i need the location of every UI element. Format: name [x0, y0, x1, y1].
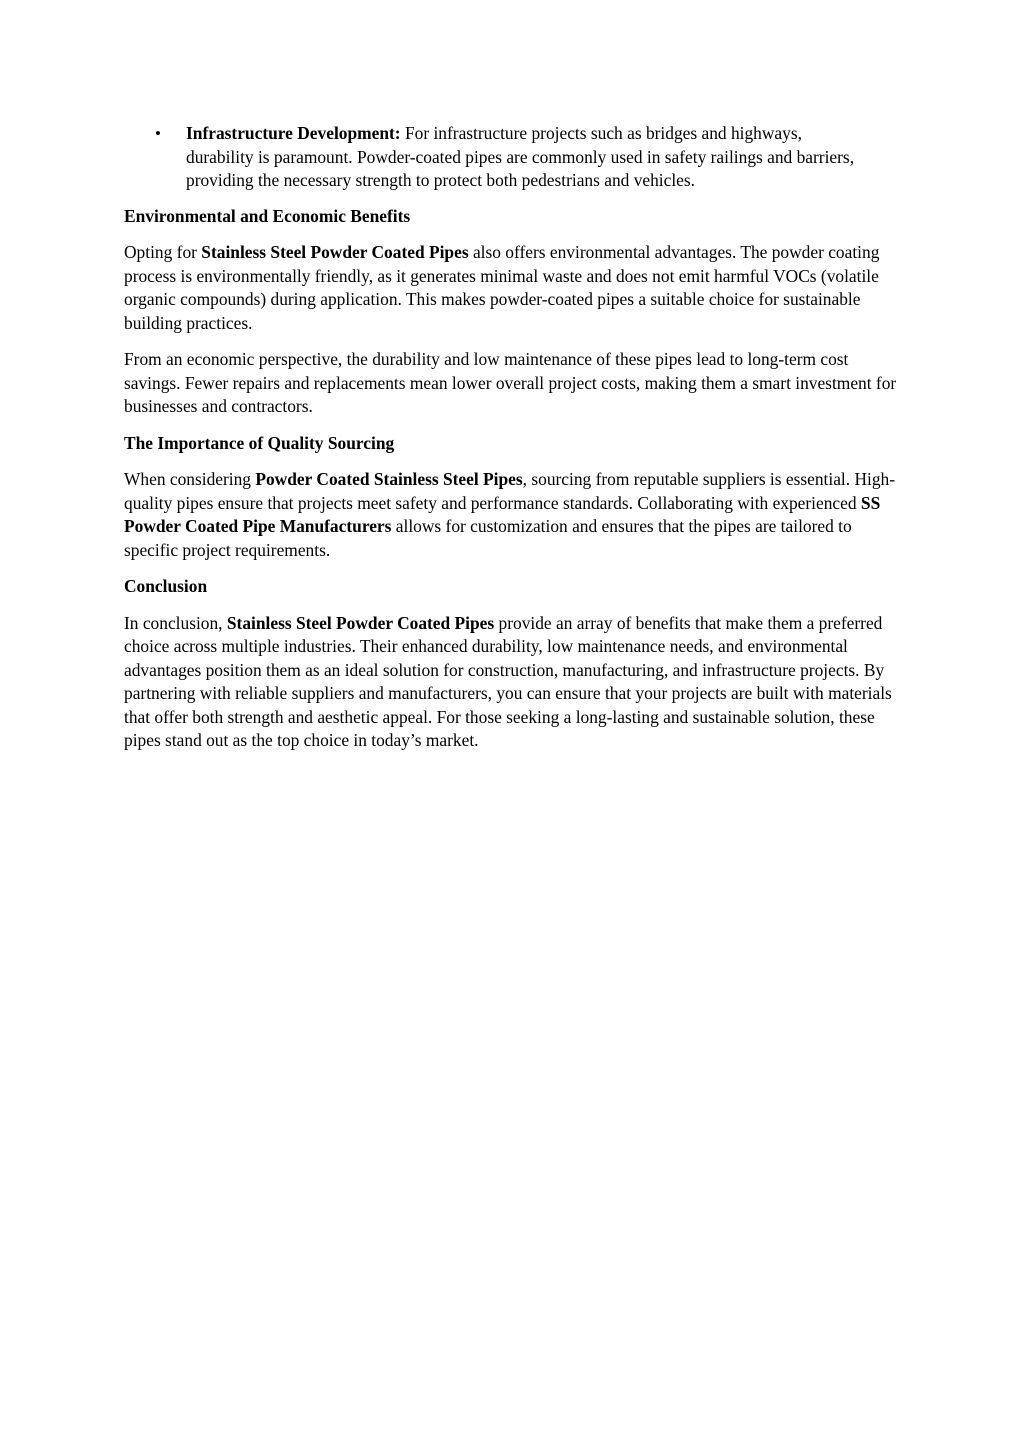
paragraph — [124, 468, 899, 562]
paragraph-text: , sourcing from reputable suppliers is essential. High-quality pipes ensure that projects meet safety and performance standards. Collaborating with experienced — [124, 469, 896, 513]
paragraph-bold-text: Stainless Steel Powder Coated Pipes — [226, 612, 495, 633]
list-item — [124, 122, 899, 193]
section-heading: Conclusion — [124, 576, 208, 596]
bullet-text: For infrastructure projects such as bridges and highways, durability is paramount. Powder-coated pipes are commonly used in safety railings and barriers, providing the necessary strength to protect both pedestrians and vehicles. — [186, 123, 855, 190]
section-conclusion — [124, 575, 899, 753]
paragraph — [124, 241, 899, 335]
paragraph-text: When considering — [124, 469, 256, 489]
paragraph — [124, 348, 899, 419]
section-environmental — [124, 205, 899, 419]
document-page — [124, 122, 899, 766]
paragraph-text: provide an array of benefits that make them a preferred choice across multiple industries. Their enhanced durability, low maintenance needs, and environmental advantages position them as an ideal solution for construction, manufacturing, and infrastructure projects. By partnering with reliable suppliers and manufacturers, you can ensure that your projects are built with materials that offer both strength and aesthetic appeal. For those seeking a long-lasting and sustainable solution, these pipes stand out as the top choice in today’s market. — [124, 612, 892, 750]
bullet-title: Infrastructure Development: — [186, 123, 401, 143]
bullet-dot-icon: • — [155, 124, 161, 143]
bullet-list — [124, 122, 899, 193]
section-heading: Environmental and Economic Benefits — [124, 205, 411, 226]
paragraph-text: In conclusion, — [124, 612, 227, 633]
paragraph-text: also offers environmental advantages. The powder coating process is environmentally friendly, as it generates minimal waste and does not emit harmful VOCs (volatile organic compounds) during application. This makes powder-coated pipes a suitable choice for sustainable building practices. — [124, 242, 880, 333]
paragraph-bold-text: SS Powder Coated Pipe Manufacturers — [124, 492, 881, 536]
paragraph-text: Opting for — [124, 242, 202, 262]
paragraph-text: allows for customization and ensures that the pipes are tailored to specific project requirements. — [124, 516, 852, 560]
section-heading: The Importance of Quality Sourcing — [124, 432, 395, 453]
paragraph-bold-text: Stainless Steel Powder Coated Pipes — [201, 242, 469, 262]
paragraph-text: From an economic perspective, the durability and low maintenance of these pipes lead to long-term cost savings. Fewer repairs and replacements mean lower overall project costs, making them a smart investment for businesses and contractors. — [124, 349, 897, 416]
section-quality-sourcing — [124, 432, 899, 563]
paragraph — [124, 612, 899, 753]
paragraph-bold-text: Powder Coated Stainless Steel Pipes — [255, 469, 523, 489]
